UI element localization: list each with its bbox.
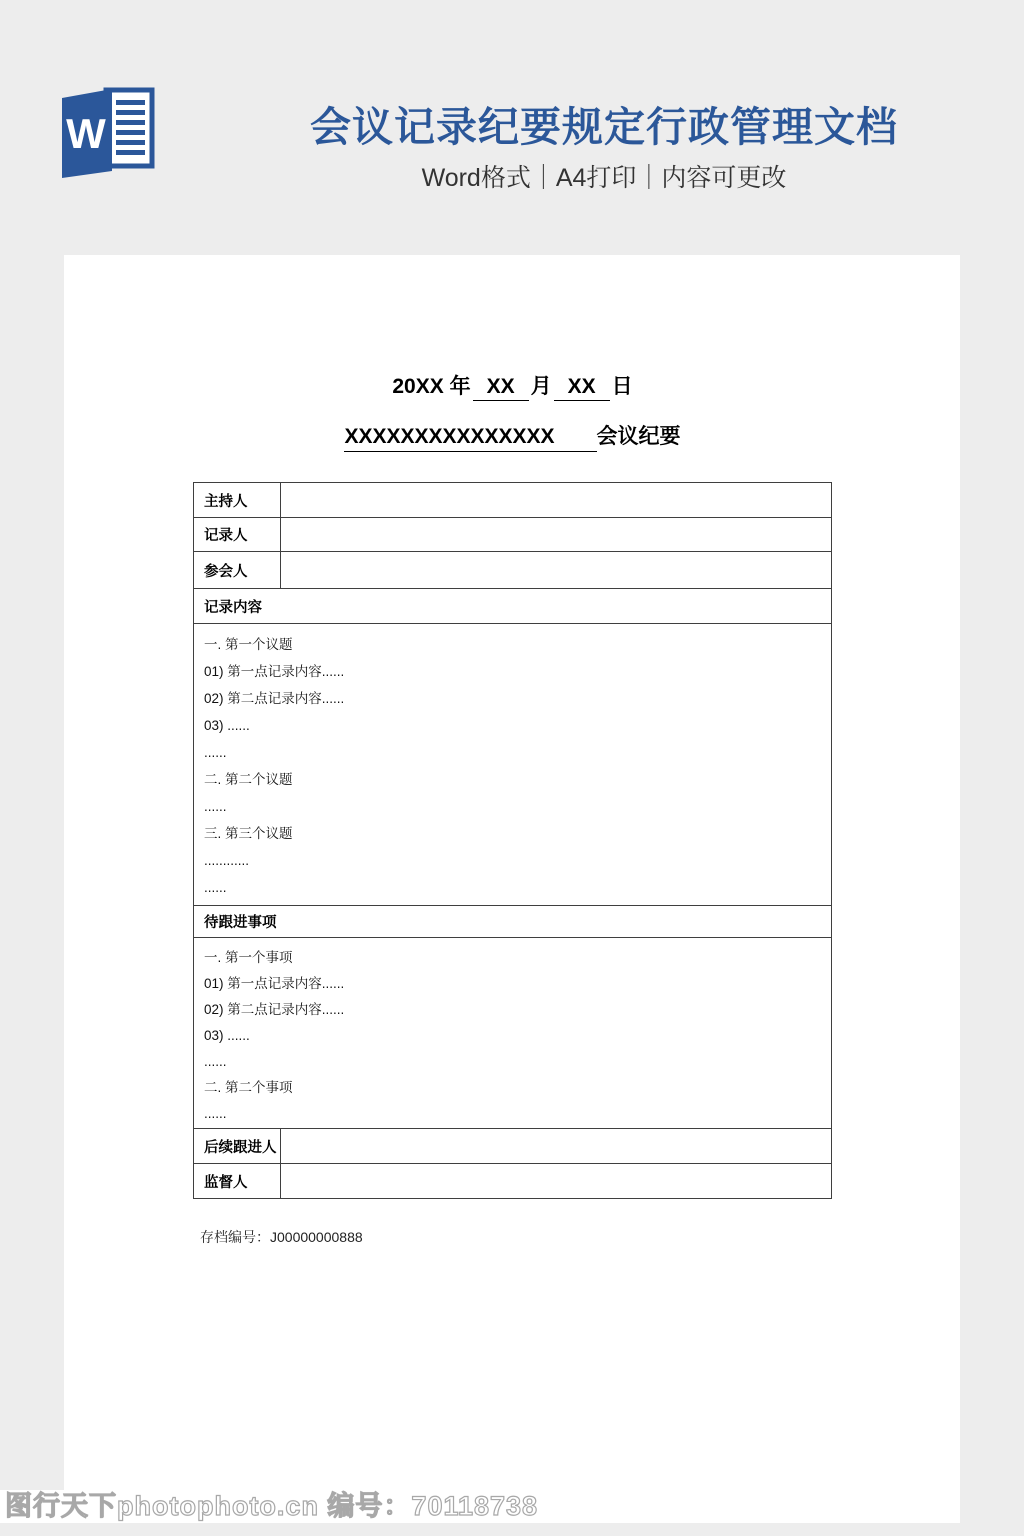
content-line: 01) 第一点记录内容...... xyxy=(204,664,345,679)
row-label-recorder: 记录人 xyxy=(194,518,281,551)
watermark-text: 图行天下photophoto.cn 编号：70118738 xyxy=(5,1491,539,1521)
row-label-host: 主持人 xyxy=(194,483,281,517)
row-value-followup-person xyxy=(281,1129,831,1163)
banner-subtitle: Word格式｜A4打印｜内容可更改 xyxy=(421,164,787,192)
date-month-label: 月 xyxy=(530,375,552,398)
document-page xyxy=(64,255,960,1523)
row-value-supervisor xyxy=(281,1164,831,1198)
document-content xyxy=(193,255,832,1247)
table-row xyxy=(194,517,831,551)
content-line: 三. 第三个议题 xyxy=(204,826,293,841)
header-banner xyxy=(0,0,1024,255)
table-row xyxy=(194,551,831,588)
content-line: ...... xyxy=(204,799,227,814)
date-day-label: 日 xyxy=(611,375,633,398)
content-line: 二. 第二个事项 xyxy=(204,1080,293,1095)
table-row xyxy=(194,483,831,517)
content-line: 03) ...... xyxy=(204,1028,250,1043)
content-line: 03) ...... xyxy=(204,718,250,733)
content-line: 一. 第一个事项 xyxy=(204,950,293,965)
content-line: ...... xyxy=(204,1054,227,1069)
banner-title: 会议记录纪要规定行政管理文档 xyxy=(310,104,898,150)
word-logo-icon xyxy=(56,80,160,180)
date-blank-day-value: XX xyxy=(554,375,610,401)
content-line: ...... xyxy=(204,1106,227,1121)
row-label-followup-person: 后续跟进人 xyxy=(194,1129,281,1163)
row-label-attendees: 参会人 xyxy=(194,552,281,588)
row-label-supervisor: 监督人 xyxy=(194,1164,281,1198)
watermark-bar xyxy=(0,1490,960,1523)
content-line: 02) 第二点记录内容...... xyxy=(204,691,345,706)
meeting-minutes-table xyxy=(193,482,832,1199)
meeting-title-suffix: 会议纪要 xyxy=(596,425,681,448)
content-line: ............ xyxy=(204,853,250,868)
row-value-attendees xyxy=(281,552,831,588)
table-row xyxy=(194,1163,831,1198)
section-header-followup-items: 待跟进事项 xyxy=(194,905,831,937)
word-logo-letter: W xyxy=(66,110,106,157)
content-line: 01) 第一点记录内容...... xyxy=(204,976,345,991)
section-header-record-content: 记录内容 xyxy=(194,588,831,623)
date-blank-month-value: XX xyxy=(473,375,529,401)
meeting-date-line xyxy=(193,370,832,398)
date-year: 20XX 年 xyxy=(392,375,471,398)
row-value-host xyxy=(281,483,831,517)
section-body-record-content xyxy=(194,623,831,905)
row-value-recorder xyxy=(281,518,831,551)
meeting-title-line xyxy=(193,420,832,450)
content-line: 一. 第一个议题 xyxy=(204,637,293,652)
meeting-name-blank: XXXXXXXXXXXXXXX xyxy=(344,425,596,452)
content-line: 二. 第二个议题 xyxy=(204,772,293,787)
content-line: ...... xyxy=(204,880,227,895)
section-body-followup-items xyxy=(194,937,831,1128)
archive-number: 存档编号：J00000000888 xyxy=(200,1229,363,1245)
table-row xyxy=(194,1128,831,1163)
content-line: 02) 第二点记录内容...... xyxy=(204,1002,345,1017)
content-line: ...... xyxy=(204,745,227,760)
